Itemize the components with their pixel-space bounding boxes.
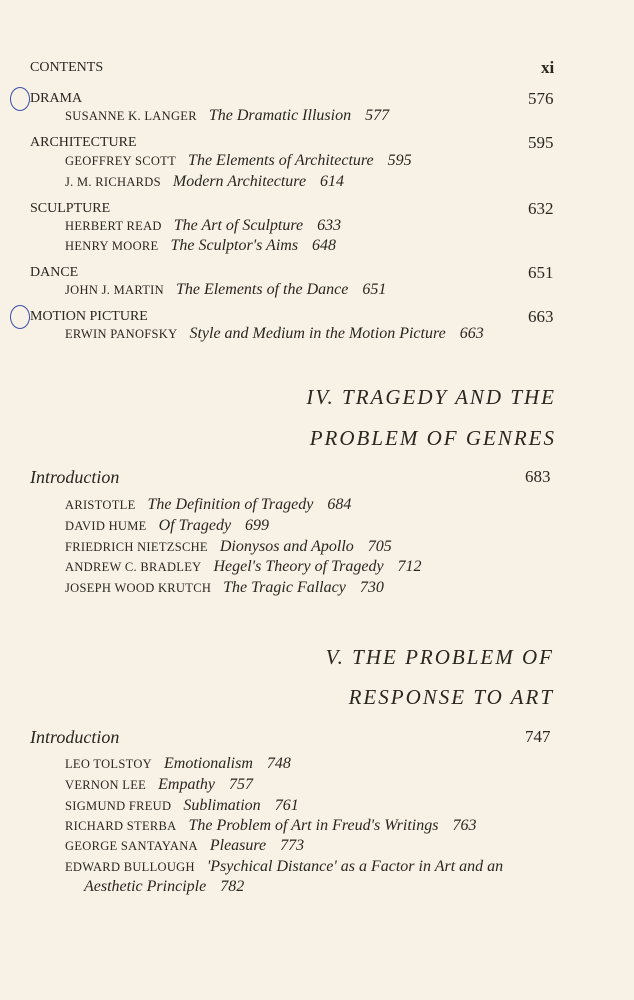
entry-author: GEOFFREY SCOTT — [65, 154, 177, 168]
entry-page: 773 — [280, 837, 305, 854]
entry-title: Pleasure — [209, 837, 267, 854]
section-page: 651 — [528, 263, 554, 282]
entry-title: The Elements of Architecture — [188, 152, 374, 169]
entry-title: The Elements of the Dance — [175, 281, 349, 298]
section-heading: SCULPTURE — [30, 201, 111, 216]
entry-page: 651 — [362, 281, 387, 298]
toc-entry-continuation — [84, 878, 244, 896]
entry-author: HERBERT READ — [65, 219, 162, 233]
section-heading: DRAMA — [30, 91, 83, 106]
entry-title: 'Psychical Distance' as a Factor in Art and an — [206, 858, 504, 875]
entry-author: LEO TOLSTOY — [65, 757, 152, 771]
part-heading-line1: IV. TRAGEDY AND THE — [306, 385, 556, 409]
page-number: xi — [541, 58, 555, 77]
section-page: 595 — [528, 133, 554, 152]
entry-page: 757 — [229, 776, 253, 793]
entry-author: JOHN J. MARTIN — [65, 283, 164, 297]
entry-title: Of Tragedy — [158, 517, 232, 534]
toc-entry — [65, 837, 304, 855]
entry-page: 712 — [397, 558, 422, 575]
entry-page: 748 — [266, 755, 291, 772]
pen-circle-mark — [10, 87, 30, 111]
entry-author: J. M. RICHARDS — [65, 175, 161, 189]
toc-entry — [65, 579, 384, 597]
entry-page: 614 — [320, 173, 345, 190]
entry-page: 663 — [459, 325, 484, 342]
entry-title: Empathy — [158, 776, 215, 793]
toc-entry — [65, 776, 253, 794]
entry-author: RICHARD STERBA — [65, 819, 177, 833]
entry-title: The Tragic Fallacy — [223, 579, 346, 596]
toc-entry — [65, 281, 386, 299]
entry-page: 684 — [327, 496, 352, 513]
entry-title: Dionysos and Apollo — [219, 538, 354, 555]
entry-page: 763 — [452, 817, 477, 834]
running-header: CONTENTS — [30, 60, 104, 75]
toc-entry — [65, 152, 412, 170]
entry-title: Style and Medium in the Motion Picture — [189, 325, 446, 342]
entry-title: The Dramatic Illusion — [208, 107, 352, 124]
toc-entry — [65, 517, 269, 535]
toc-entry — [65, 797, 299, 815]
entry-page: 648 — [312, 237, 337, 254]
toc-entry — [65, 755, 291, 773]
entry-page: 730 — [359, 579, 384, 596]
introduction-page: 683 — [525, 467, 551, 486]
part-heading-line2: RESPONSE TO ART — [348, 685, 554, 709]
entry-author: EDWARD BULLOUGH — [65, 860, 195, 874]
entry-title: Emotionalism — [164, 755, 253, 772]
entry-page: 782 — [220, 878, 245, 895]
entry-page: 577 — [365, 107, 390, 124]
toc-entry — [65, 858, 503, 876]
entry-title: Sublimation — [183, 797, 261, 814]
section-page: 632 — [528, 199, 554, 218]
section-heading: ARCHITECTURE — [30, 135, 137, 150]
toc-entry — [65, 173, 344, 191]
section-heading: MOTION PICTURE — [30, 309, 148, 324]
entry-title: The Art of Sculpture — [173, 217, 304, 234]
entry-author: SUSANNE K. LANGER — [65, 109, 197, 123]
toc-entry — [65, 237, 336, 255]
entry-title: The Sculptor's Aims — [170, 237, 299, 254]
entry-author: ERWIN PANOFSKY — [65, 327, 178, 341]
entry-author: VERNON LEE — [65, 778, 147, 792]
entry-author: JOSEPH WOOD KRUTCH — [65, 581, 212, 595]
entry-page: 705 — [367, 538, 392, 555]
entry-author: SIGMUND FREUD — [65, 799, 172, 813]
entry-title: The Definition of Tragedy — [147, 496, 314, 513]
section-heading: DANCE — [30, 265, 79, 280]
toc-entry — [65, 217, 341, 235]
pen-circle-mark — [10, 305, 30, 329]
entry-title-continued: Aesthetic Principle — [84, 878, 207, 895]
entry-page: 633 — [317, 217, 342, 234]
entry-author: ANDREW C. BRADLEY — [65, 560, 202, 574]
entry-page: 761 — [274, 797, 299, 814]
entry-author: DAVID HUME — [65, 519, 147, 533]
section-page: 576 — [528, 89, 554, 108]
entry-title: The Problem of Art in Freud's Writings — [188, 817, 439, 834]
toc-entry — [65, 538, 392, 556]
toc-entry — [65, 107, 389, 125]
section-page: 663 — [528, 307, 554, 326]
entry-author: GEORGE SANTAYANA — [65, 839, 198, 853]
entry-author: HENRY MOORE — [65, 239, 159, 253]
entry-title: Modern Architecture — [172, 173, 307, 190]
toc-entry — [65, 817, 476, 835]
introduction-heading: Introduction — [30, 467, 120, 487]
entry-title: Hegel's Theory of Tragedy — [213, 558, 384, 575]
introduction-heading: Introduction — [30, 727, 120, 747]
toc-entry — [65, 325, 484, 343]
part-heading-line1: V. THE PROBLEM OF — [325, 645, 554, 669]
entry-author: ARISTOTLE — [65, 498, 136, 512]
entry-page: 595 — [387, 152, 412, 169]
toc-entry — [65, 558, 422, 576]
part-heading-line2: PROBLEM OF GENRES — [309, 426, 556, 450]
entry-page: 699 — [245, 517, 270, 534]
introduction-page: 747 — [525, 727, 551, 746]
entry-author: FRIEDRICH NIETZSCHE — [65, 540, 208, 554]
toc-entry — [65, 496, 351, 514]
